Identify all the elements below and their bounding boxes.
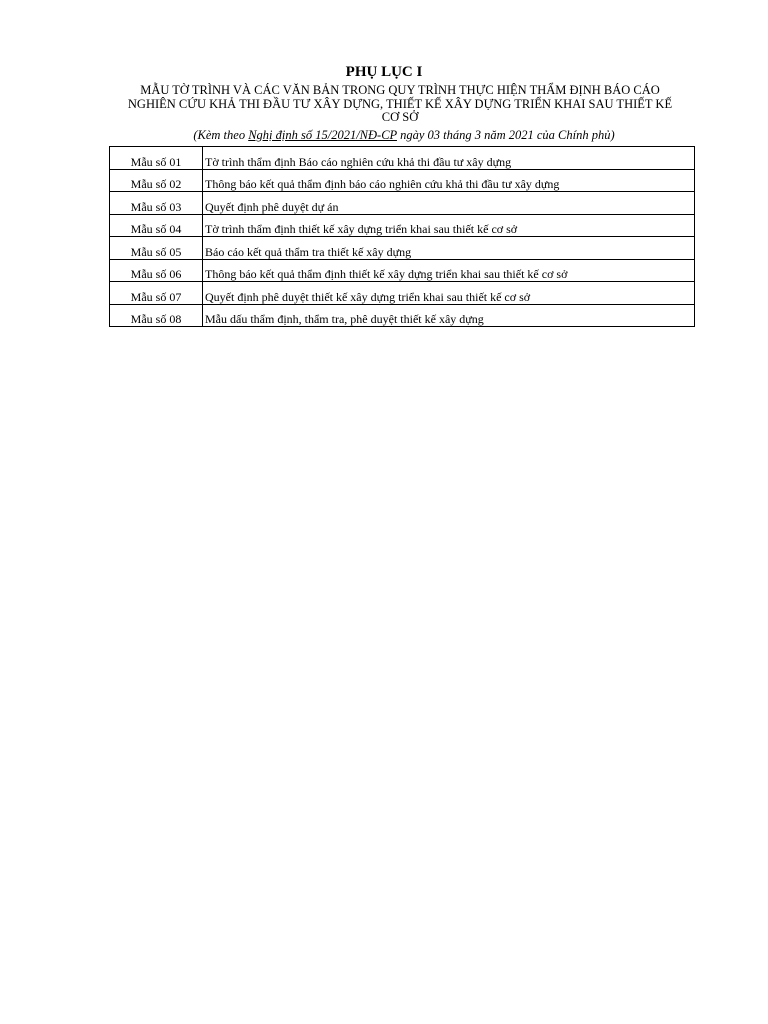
note-prefix: (Kèm theo	[193, 128, 249, 142]
form-title: Quyết định phê duyệt dự án	[203, 192, 695, 215]
table-row	[110, 169, 695, 192]
subtitle-line: MẪU TỜ TRÌNH VÀ CÁC VĂN BẢN TRONG QUY TRÌNH THỰC HIỆN THẨM ĐỊNH BÁO CÁO	[140, 83, 660, 97]
form-code: Mẫu số 05	[110, 237, 203, 260]
table-row	[110, 304, 695, 327]
form-code: Mẫu số 01	[110, 147, 203, 170]
form-code: Mẫu số 04	[110, 214, 203, 237]
table-row	[110, 192, 695, 215]
decree-reference: Nghị định số 15/2021/NĐ-CP	[248, 128, 397, 142]
form-title: Tờ trình thẩm định Báo cáo nghiên cứu khả thi đầu tư xây dựng	[203, 147, 695, 170]
table-row	[110, 214, 695, 237]
table-row	[110, 259, 695, 282]
form-code: Mẫu số 07	[110, 282, 203, 305]
document-subtitle	[100, 84, 700, 125]
form-code: Mẫu số 02	[110, 169, 203, 192]
form-title: Tờ trình thẩm định thiết kế xây dựng triển khai sau thiết kế cơ sở	[203, 214, 695, 237]
form-title: Báo cáo kết quả thẩm tra thiết kế xây dựng	[203, 237, 695, 260]
form-title: Thông báo kết quả thẩm định báo cáo nghiên cứu khả thi đầu tư xây dựng	[203, 169, 695, 192]
form-title: Quyết định phê duyệt thiết kế xây dựng triển khai sau thiết kế cơ sở	[203, 282, 695, 305]
table-row	[110, 282, 695, 305]
table-row	[110, 147, 695, 170]
decree-note	[0, 128, 768, 142]
subtitle-line: NGHIÊN CỨU KHẢ THI ĐẦU TƯ XÂY DỰNG, THIẾT KẾ XÂY DỰNG TRIỂN KHAI SAU THIẾT KẾ	[127, 96, 673, 111]
note-suffix: ngày 03 tháng 3 năm 2021 của Chính phủ)	[396, 128, 615, 142]
form-code: Mẫu số 08	[110, 304, 203, 327]
subtitle-line: CƠ SỞ	[381, 110, 419, 124]
forms-table	[109, 146, 695, 327]
form-code: Mẫu số 06	[110, 259, 203, 282]
page-title: PHỤ LỤC I	[345, 64, 423, 80]
table-row	[110, 237, 695, 260]
form-code: Mẫu số 03	[110, 192, 203, 215]
form-title: Thông báo kết quả thẩm định thiết kế xây dựng triển khai sau thiết kế cơ sở	[203, 259, 695, 282]
form-title: Mẫu dấu thẩm định, thẩm tra, phê duyệt thiết kế xây dựng	[203, 304, 695, 327]
